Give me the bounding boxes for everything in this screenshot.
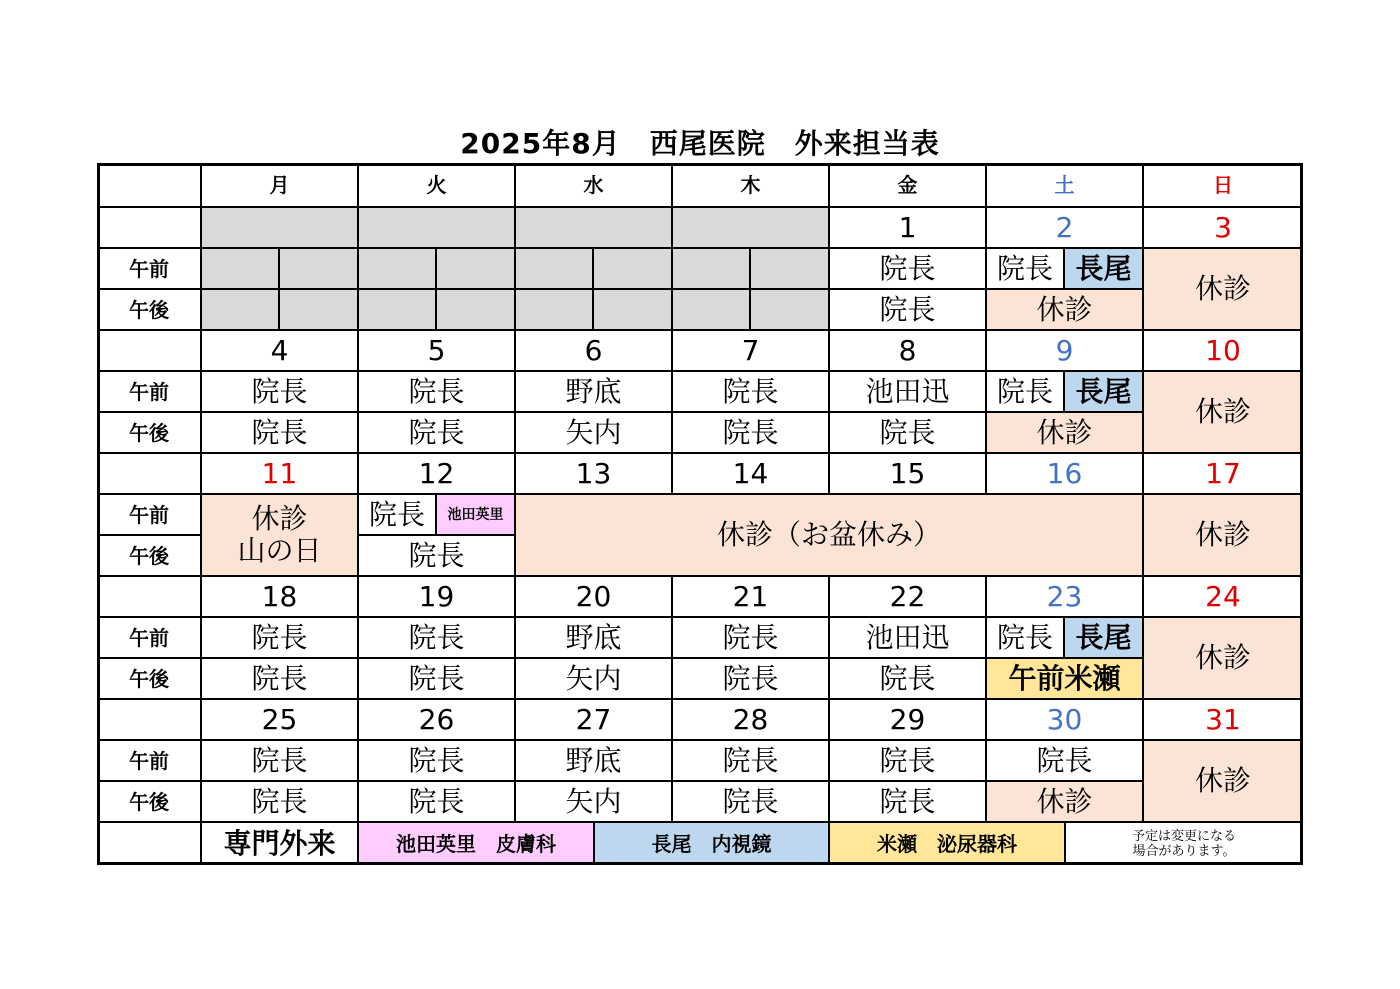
- blank-cell: [358, 248, 436, 289]
- date-cell-sunday: 24: [1143, 576, 1303, 617]
- date-cell: 6: [515, 330, 672, 371]
- date-cell: 25: [201, 699, 358, 740]
- date-cell: 21: [672, 576, 829, 617]
- doctor-cell: 院長: [672, 617, 829, 658]
- doctor-cell: 院長: [358, 740, 515, 781]
- date-cell-sunday: 10: [1143, 330, 1303, 371]
- week4-date-label: [97, 576, 201, 617]
- date-cell-saturday: 30: [986, 699, 1143, 740]
- blank-cell: [672, 207, 829, 248]
- doctor-cell: 院長: [358, 412, 515, 453]
- urology-cell: 午前米瀬: [986, 658, 1143, 699]
- date-cell: 4: [201, 330, 358, 371]
- blank-cell: [358, 289, 436, 330]
- date-cell: 22: [829, 576, 986, 617]
- date-cell: 27: [515, 699, 672, 740]
- doctor-cell: 野底: [515, 617, 672, 658]
- doctor-cell: 院長: [201, 371, 358, 412]
- legend-dermatology: 池田英里 皮膚科: [358, 822, 594, 865]
- date-cell-sunday: 31: [1143, 699, 1303, 740]
- date-cell-saturday: 16: [986, 453, 1143, 494]
- obon-closed-cell: 休診（お盆休み）: [515, 494, 1143, 576]
- holiday-cell: [201, 494, 358, 576]
- doctor-cell: 院長: [829, 781, 986, 822]
- holiday-name: 山の日: [237, 534, 322, 567]
- closed-cell-sunday: 休診: [1143, 494, 1303, 576]
- legend-urology: 米瀬 泌尿器科: [829, 822, 1065, 865]
- schedule-change-note: [1065, 822, 1303, 865]
- date-cell: 12: [358, 453, 515, 494]
- endoscopy-cell: 長尾: [1064, 371, 1143, 412]
- doctor-cell: 院長: [358, 371, 515, 412]
- closed-cell: 休診: [986, 781, 1143, 822]
- date-cell: 20: [515, 576, 672, 617]
- doctor-cell: 院長: [358, 617, 515, 658]
- weekday-fri: 金: [829, 163, 986, 207]
- endoscopy-cell: 長尾: [1064, 248, 1143, 289]
- doctor-cell: 院長: [986, 248, 1064, 289]
- blank-cell: [201, 248, 279, 289]
- weekday-wed: 水: [515, 163, 672, 207]
- week3-pm-label: 午後: [97, 535, 201, 576]
- doctor-cell: 院長: [358, 494, 436, 535]
- doctor-cell: 院長: [201, 781, 358, 822]
- week1-pm-label: 午後: [97, 289, 201, 330]
- blank-cell: [672, 289, 750, 330]
- blank-cell: [593, 248, 672, 289]
- doctor-cell: 池田迅: [829, 371, 986, 412]
- blank-cell: [515, 248, 593, 289]
- weekday-tue: 火: [358, 163, 515, 207]
- week3-am-label: 午前: [97, 494, 201, 535]
- doctor-cell: 院長: [672, 740, 829, 781]
- weekday-sat: 土: [986, 163, 1143, 207]
- doctor-cell: 院長: [672, 658, 829, 699]
- doctor-cell: 院長: [829, 289, 986, 330]
- weekday-thu: 木: [672, 163, 829, 207]
- blank-cell: [515, 207, 672, 248]
- doctor-cell: 矢内: [515, 412, 672, 453]
- date-cell: 8: [829, 330, 986, 371]
- note-line-1: 予定は変更になる: [1131, 828, 1236, 844]
- date-cell: 26: [358, 699, 515, 740]
- closed-cell: 休診: [986, 412, 1143, 453]
- week1-date-label: [97, 207, 201, 248]
- blank-cell: [750, 289, 829, 330]
- blank-cell: [436, 289, 515, 330]
- specialty-clinic-label: 専門外来: [201, 822, 358, 865]
- closed-cell-sunday: 休診: [1143, 740, 1303, 822]
- week4-pm-label: 午後: [97, 658, 201, 699]
- weekday-sun: 日: [1143, 163, 1303, 207]
- blank-cell: [279, 289, 358, 330]
- doctor-cell: 矢内: [515, 658, 672, 699]
- doctor-cell: 矢内: [515, 781, 672, 822]
- date-cell: 5: [358, 330, 515, 371]
- doctor-cell: 院長: [201, 740, 358, 781]
- doctor-cell: 院長: [201, 412, 358, 453]
- dermatology-cell: 池田英里: [436, 494, 515, 535]
- date-cell: 15: [829, 453, 986, 494]
- date-cell-sunday: 3: [1143, 207, 1303, 248]
- doctor-cell: 野底: [515, 371, 672, 412]
- doctor-cell: 野底: [515, 740, 672, 781]
- doctor-cell: 院長: [201, 658, 358, 699]
- doctor-cell: 院長: [829, 248, 986, 289]
- closed-cell-sunday: 休診: [1143, 617, 1303, 699]
- week3-date-label: [97, 453, 201, 494]
- doctor-cell: 院長: [829, 740, 986, 781]
- blank-cell: [201, 207, 358, 248]
- closed-cell-sunday: 休診: [1143, 248, 1303, 330]
- doctor-cell: 院長: [672, 371, 829, 412]
- note-line-2: 場合があります。: [1132, 843, 1236, 859]
- date-cell-saturday: 23: [986, 576, 1143, 617]
- blank-cell: [515, 289, 593, 330]
- page-title: 2025年8月 西尾医院 外来担当表: [460, 127, 940, 160]
- date-cell: 18: [201, 576, 358, 617]
- date-cell: 29: [829, 699, 986, 740]
- footer-blank: [97, 822, 201, 865]
- date-cell-saturday: 9: [986, 330, 1143, 371]
- date-cell: 19: [358, 576, 515, 617]
- doctor-cell: 院長: [201, 617, 358, 658]
- date-cell-holiday: 11: [201, 453, 358, 494]
- blank-cell: [750, 248, 829, 289]
- doctor-cell: 院長: [986, 371, 1064, 412]
- doctor-cell: 院長: [986, 617, 1064, 658]
- closed-cell: 休診: [986, 289, 1143, 330]
- doctor-cell: 院長: [358, 535, 515, 576]
- doctor-cell: 院長: [672, 781, 829, 822]
- date-cell: 1: [829, 207, 986, 248]
- blank-cell: [436, 248, 515, 289]
- date-cell: 28: [672, 699, 829, 740]
- doctor-cell: 院長: [358, 658, 515, 699]
- doctor-cell: 院長: [986, 740, 1143, 781]
- week1-am-label: 午前: [97, 248, 201, 289]
- blank-cell: [201, 289, 279, 330]
- doctor-cell: 院長: [672, 412, 829, 453]
- week2-am-label: 午前: [97, 371, 201, 412]
- schedule-table: [97, 163, 1303, 865]
- doctor-cell: 院長: [829, 412, 986, 453]
- week5-am-label: 午前: [97, 740, 201, 781]
- blank-cell: [279, 248, 358, 289]
- legend-endoscopy: 長尾 内視鏡: [594, 822, 829, 865]
- date-cell: 7: [672, 330, 829, 371]
- holiday-closed-text: 休診: [251, 502, 308, 535]
- doctor-cell: 池田迅: [829, 617, 986, 658]
- date-cell: 13: [515, 453, 672, 494]
- doctor-cell: 院長: [829, 658, 986, 699]
- blank-cell: [358, 207, 515, 248]
- week5-date-label: [97, 699, 201, 740]
- blank-cell: [672, 248, 750, 289]
- date-cell-sunday: 17: [1143, 453, 1303, 494]
- endoscopy-cell: 長尾: [1064, 617, 1143, 658]
- blank-cell: [593, 289, 672, 330]
- week4-am-label: 午前: [97, 617, 201, 658]
- date-cell: 14: [672, 453, 829, 494]
- week5-pm-label: 午後: [97, 781, 201, 822]
- corner-cell: [97, 163, 201, 207]
- week2-pm-label: 午後: [97, 412, 201, 453]
- week2-date-label: [97, 330, 201, 371]
- closed-cell-sunday: 休診: [1143, 371, 1303, 453]
- weekday-mon: 月: [201, 163, 358, 207]
- doctor-cell: 院長: [358, 781, 515, 822]
- date-cell-saturday: 2: [986, 207, 1143, 248]
